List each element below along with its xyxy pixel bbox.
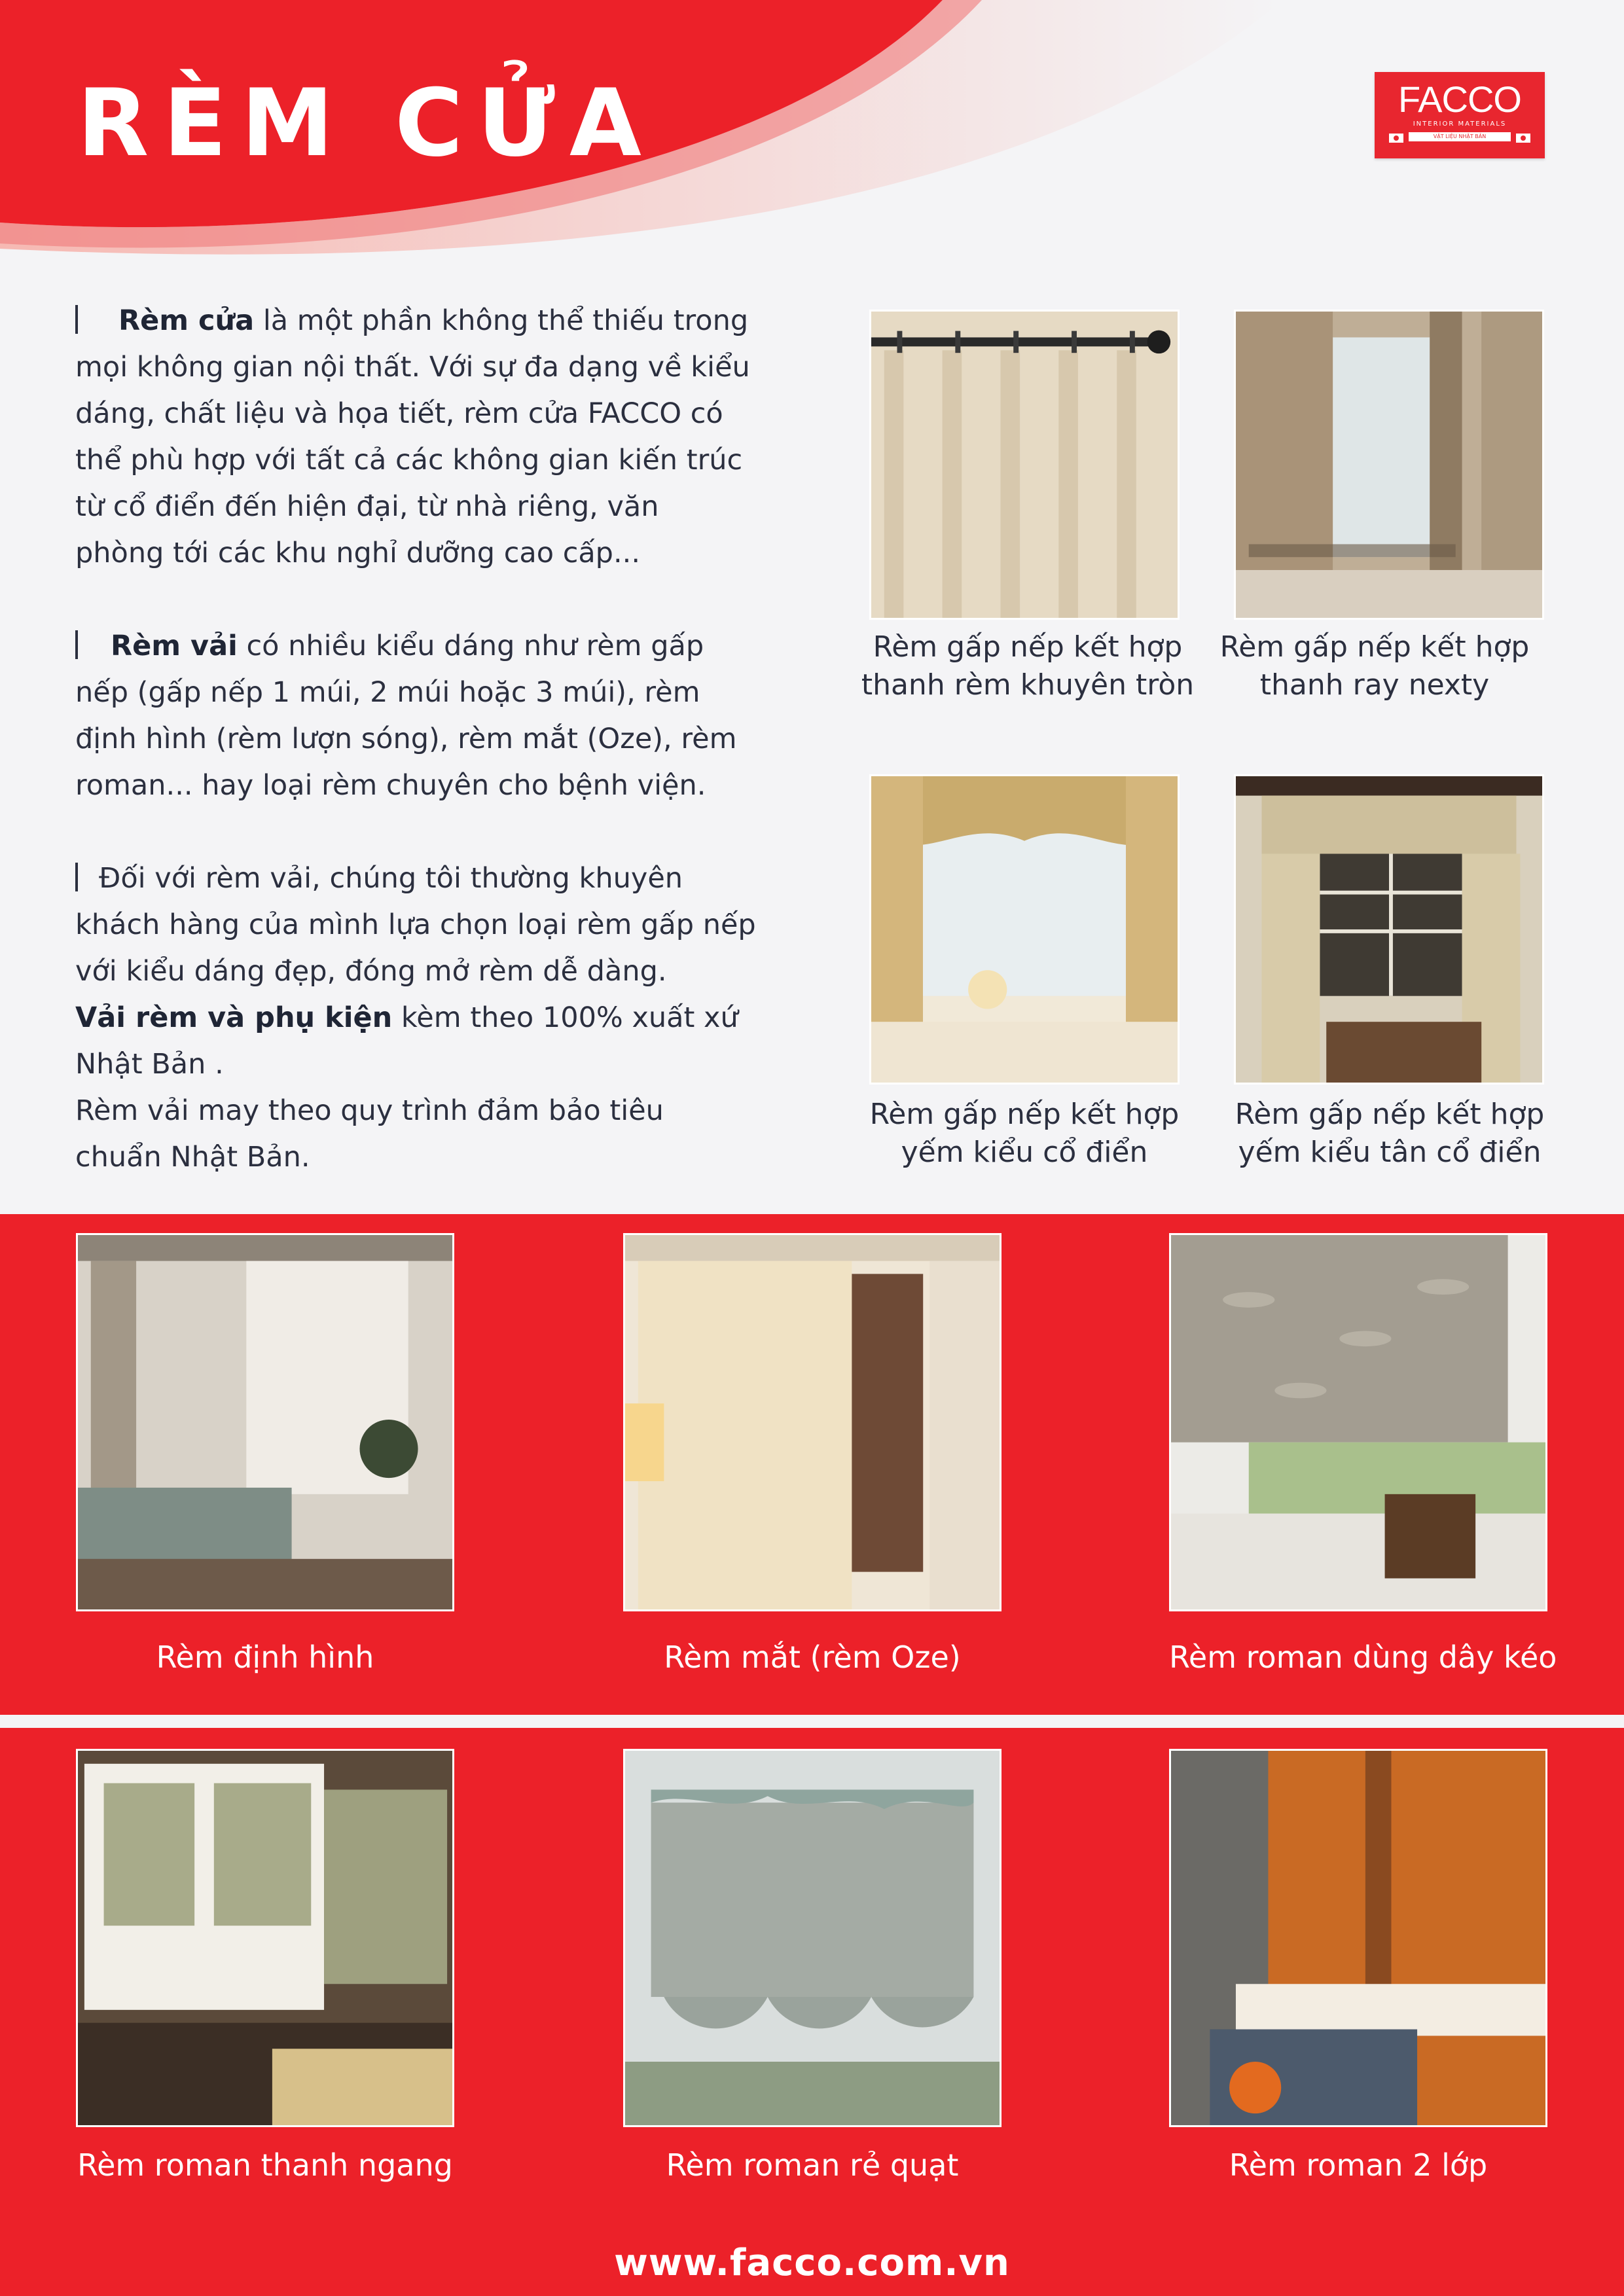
curtain-photo-roman-double [1169, 1749, 1547, 2127]
curtain-photo-shaped [76, 1233, 454, 1611]
paragraph-marker [75, 630, 78, 659]
logo-tagline: INTERIOR MATERIALS [1413, 120, 1507, 128]
caption-line: Rèm gấp nếp kết hợp [869, 1098, 1180, 1131]
caption-classic-valance [851, 1096, 1198, 1172]
paragraph-text: kèm theo 100% xuất xứ Nhật Bản . [75, 1001, 738, 1081]
paragraph-text: là một phần không thể thiếu trong mọi không gian nội thất. Với sự đa dạng về kiểu dáng, chất liệu và họa tiết, rèm cửa FACCO có thể phù hợp với tất cả các không gian kiến trúc từ cổ điển đến hiện đại, từ nhà riêng, văn phòng tới các khu nghỉ dưỡng cao cấp... [75, 304, 750, 569]
paragraph-marker [75, 863, 78, 891]
curtain-photo-rail [1234, 310, 1544, 620]
logo-subtitle: VẬT LIỆU NHẬT BẢN [1409, 132, 1511, 141]
curtain-photo-roman-bar [76, 1749, 454, 2127]
curtain-photo-roman-fan [623, 1749, 1001, 2127]
japan-flag-icon [1389, 134, 1403, 143]
caption-roman-fan: Rèm roman rẻ quạt [666, 2147, 959, 2183]
caption-rail [1204, 628, 1545, 704]
page-title: RÈM CỬA [77, 69, 656, 177]
website-link[interactable]: www.facco.com.vn [614, 2242, 1010, 2284]
caption-roman-cord: Rèm roman dùng dây kéo [1169, 1640, 1557, 1675]
caption-neoclassic-valance [1216, 1096, 1563, 1172]
caption-line: thanh ray nexty [1259, 668, 1490, 702]
curtain-photo-classic-valance [869, 774, 1180, 1085]
paragraph-text: có nhiều kiểu dáng như rèm gấp nếp (gấp nếp 1 múi, 2 múi hoặc 3 múi), rèm định hình (rèm lượn sóng), rèm mắt (Oze), rèm roman... hay loại rèm chuyên cho bệnh viện. [75, 630, 737, 802]
bold-term: Rèm vải [111, 630, 238, 662]
caption-roman-bar: Rèm roman thanh ngang [77, 2147, 453, 2183]
caption-line: yếm kiểu tân cổ điển [1238, 1136, 1542, 1169]
curtain-photo-roman-cord [1169, 1233, 1547, 1611]
caption-line: yếm kiểu cổ điển [901, 1136, 1148, 1169]
curtain-photo-eyelet [623, 1233, 1001, 1611]
caption-line: Rèm gấp nếp kết hợp [1235, 1098, 1545, 1131]
bold-term: Rèm cửa [118, 304, 255, 337]
paragraph-marker [75, 305, 78, 334]
caption-shaped: Rèm định hình [156, 1640, 374, 1675]
paragraph-text: Rèm vải may theo quy trình đảm bảo tiêu chuẩn Nhật Bản. [75, 1094, 664, 1174]
curtain-photo-neoclassic-valance [1234, 774, 1544, 1085]
caption-ring-rod [851, 628, 1204, 704]
caption-eyelet: Rèm mắt (rèm Oze) [664, 1640, 961, 1675]
intro-paragraph-5 [75, 1088, 756, 1181]
facco-logo[interactable] [1375, 72, 1545, 158]
caption-line: Rèm gấp nếp kết hợp [1219, 630, 1530, 664]
curtain-photo-ring-rod [869, 310, 1180, 620]
logo-name: FACCO [1398, 79, 1521, 120]
paragraph-text: Đối với rèm vải, chúng tôi thường khuyên khách hàng của mình lựa chọn loại rèm gấp nếp với kiểu dáng đẹp, đóng mở rèm dễ dàng. [75, 862, 756, 988]
caption-line: thanh rèm khuyên tròn [861, 668, 1195, 702]
caption-line: Rèm gấp nếp kết hợp [873, 630, 1183, 664]
japan-flag-icon [1516, 134, 1530, 143]
intro-text [75, 298, 756, 1181]
intro-paragraph-2 [75, 623, 756, 809]
intro-paragraph-4 [75, 995, 756, 1088]
caption-roman-double: Rèm roman 2 lớp [1229, 2147, 1488, 2183]
intro-paragraph-1 [75, 298, 756, 577]
intro-paragraph-3 [75, 855, 756, 995]
bold-term: Vải rèm và phụ kiện [75, 1001, 393, 1034]
